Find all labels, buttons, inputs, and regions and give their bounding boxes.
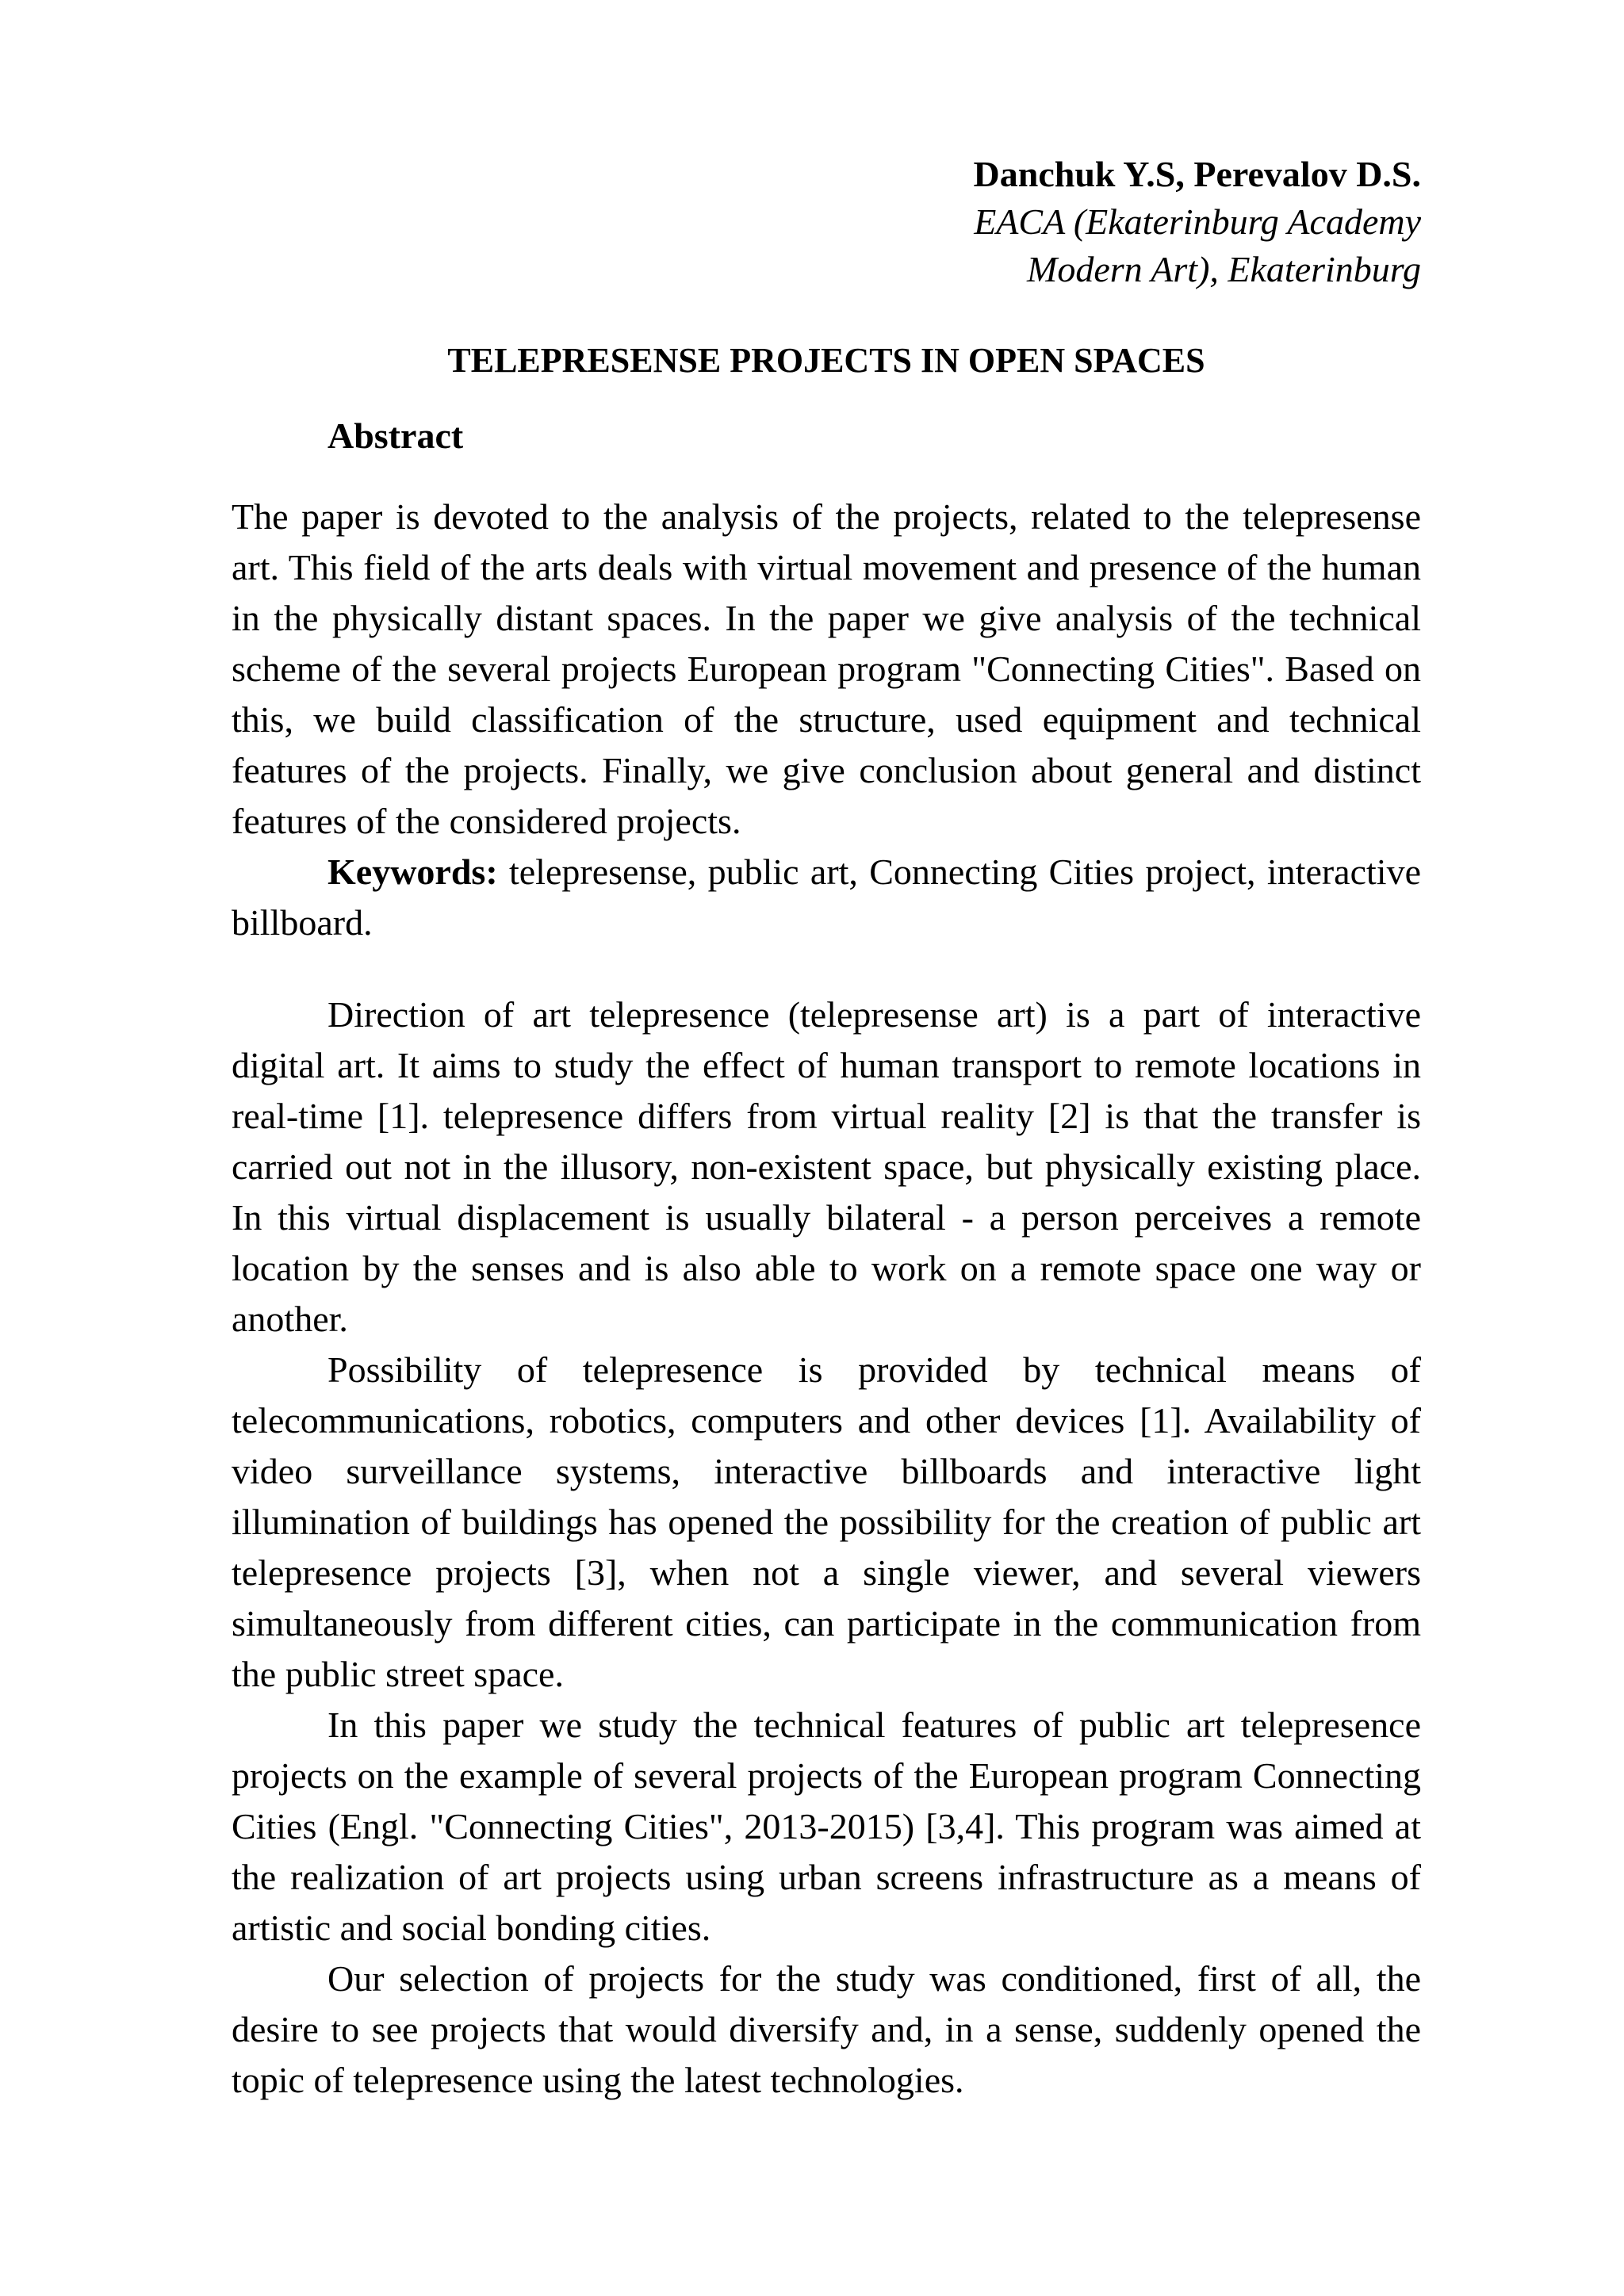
- main-text: [232, 989, 1421, 2106]
- body-paragraph: Direction of art telepresence (telepresense art) is a part of interactive digital art. It aims to study the effect of human transport to remote locations in real-time [1]. telepresence differs from virtual reality [2] is that the transfer is carried out not in the illusory, non-existent space, but physically existing place. In this virtual displacement is usually bilateral - a person perceives a remote location by the senses and is also able to work on a remote space one way or another.: [232, 994, 1421, 1339]
- abstract-block: [232, 492, 1421, 948]
- body-paragraph: In this paper we study the technical features of public art telepresence projects on the example of several projects of the European program Connecting Cities (Engl. "Connecting Cities", 2013-2015) [3,4]. This program was aimed at the realization of art projects using urban screens infrastructure as a means of artistic and social bonding cities.: [232, 1705, 1421, 1948]
- keywords-text: telepresense, public art, Connecting Cities project, interactive billboard.: [232, 851, 1421, 943]
- keywords-label: Keywords:: [327, 851, 498, 892]
- affiliation-line-2: Modern Art), Ekaterinburg: [1027, 249, 1421, 289]
- authors: Danchuk Y.S, Perevalov D.S.: [973, 154, 1421, 194]
- abstract-text: The paper is devoted to the analysis of the projects, related to the telepresense art. This field of the arts deals with virtual movement and presence of the human in the physically distant spaces. In the paper we give analysis of the technical scheme of the several projects European program "Connecting Cities". Based on this, we build classification of the structure, used equipment and technical features of the projects. Finally, we give conclusion about general and distinct features of the considered projects.: [232, 496, 1421, 841]
- body-paragraph: Our selection of projects for the study was conditioned, first of all, the desire to see projects that would diversify and, in a sense, suddenly opened the topic of telepresence using the latest technologies.: [232, 1958, 1421, 2100]
- author-block: [974, 151, 1421, 293]
- abstract-heading: Abstract: [327, 415, 464, 456]
- affiliation-line-1: EACA (Ekaterinburg Academy: [974, 201, 1421, 242]
- keywords: [232, 847, 1421, 948]
- paper-title: TELEPRESENSE PROJECTS IN OPEN SPACES: [447, 341, 1205, 380]
- body-paragraph: Possibility of telepresence is provided by technical means of telecommunications, robotics, computers and other devices [1]. Availability of video surveillance systems, interactive billboards and interactive light illumination of buildings has opened the possibility for the creation of public art telepresence projects [3], when not a single viewer, and several viewers simultaneously from different cities, can participate in the communication from the public street space.: [232, 1349, 1421, 1694]
